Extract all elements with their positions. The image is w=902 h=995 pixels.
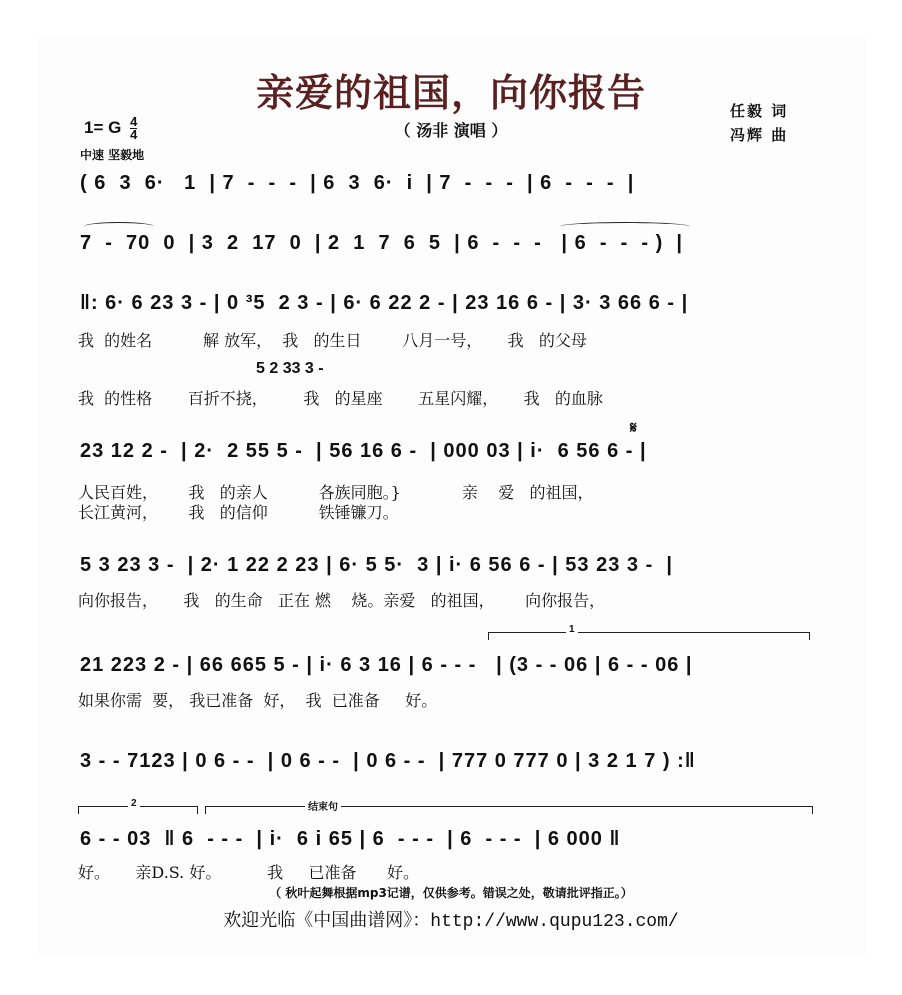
site-url-link[interactable]: http://www.qupu123.com/ — [430, 912, 679, 932]
key-label: 1= G — [84, 117, 122, 137]
staff-row-5: 5 3 23 3 - | 2· 1 22 2 23 | 6· 5 5· 3 | i· 6 56 6 - | 53 23 3 - | — [80, 554, 673, 576]
site-footer — [0, 906, 902, 932]
time-sig-denominator: 4 — [130, 127, 138, 142]
segno-sign: 𝄋 — [630, 420, 637, 437]
staff-row-6: 21 223 2 - | 66 665 5 - | i· 6 3 16 | 6 - - - | (3 - - 06 | 6 - - 06 | — [80, 654, 693, 676]
tie-arc — [560, 222, 690, 231]
time-sig-numerator: 4 — [130, 114, 138, 129]
key-signature — [84, 116, 137, 141]
transcription-note: （ 秋叶起舞根据mp3记谱，仅供参考。错误之处，敬请批评指正。） — [269, 886, 633, 900]
song-title: 亲爱的祖国，向你报告 — [255, 71, 646, 115]
lyrics-row-5: 向你报告， 我 的生命 正在 燃 烧。亲爱 的祖国， 向你报告， — [78, 591, 606, 610]
staff-row-3: ‖: 6· 6 23 3 - | 0 ³5 2 3 - | 6· 6 22 2 - | 23 16 6 - | 3· 3 66 6 - | — [80, 292, 689, 314]
slur-arc — [84, 222, 154, 231]
staff-row-2: 7 - 70 0 | 3 2 17 0 | 2 1 7 6 5 | 6 - - - | 6 - - - ) | — [80, 232, 683, 254]
composer-credit: 冯辉 曲 — [730, 126, 789, 144]
volta-bracket-1 — [488, 624, 810, 635]
lyrics-row-6: 如果你需 要， 我已准备 好， 我 已准备 好。 — [78, 691, 438, 710]
singer-credit: （ 汤非 演唱 ） — [394, 121, 508, 140]
alternate-notes-verse-2: 5 2 33 3 - — [256, 360, 324, 377]
staff-row-8: 6 - - 03 ‖ 6 - - - | i· 6 i 65 | 6 - - - | 6 - - - | 6 000 ‖ — [80, 828, 621, 850]
ending-phrase-label: 结束句 — [305, 798, 341, 813]
staff-row-4: 23 12 2 - | 2· 2 55 5 - | 56 16 6 - | 000 03 | i· 6 56 6 - | — [80, 440, 647, 462]
ending-phrase-bracket — [205, 802, 813, 813]
time-signature — [130, 116, 137, 141]
staff-row-1: ( 6 3 6· 1 | 7 - - - | 6 3 6· i | 7 - - - | 6 - - - | — [80, 172, 635, 194]
tempo-marking: 中速 坚毅地 — [80, 148, 145, 162]
lyricist-credit: 任毅 词 — [730, 102, 789, 120]
volta-bracket-2 — [78, 798, 198, 809]
volta-label-2: 2 — [128, 798, 140, 809]
volta-label-1: 1 — [566, 624, 578, 635]
staff-row-7: 3 - - 7123 | 0 6 - - | 0 6 - - | 0 6 - - | 777 0 777 0 | 3 2 1 7 ) :‖ — [80, 750, 696, 772]
lyrics-row-8: 好。 亲D.S. 好。 我 已准备 好。 — [78, 863, 420, 882]
site-welcome: 欢迎光临《中国曲谱网》： — [223, 910, 431, 931]
lyrics-row-4-verse-2: 长江黄河， 我 的信仰 铁锤镰刀。 — [78, 503, 399, 522]
lyrics-row-4-verse-1: 人民百姓， 我 的亲人 各族同胞。} 亲 爱 的祖国， — [78, 483, 594, 502]
lyrics-row-3-verse-1: 我 的姓名 解 放军， 我 的生日 八月一号， 我 的父母 — [78, 331, 587, 350]
lyrics-row-3-verse-2: 我 的性格 百折不挠， 我 的星座 五星闪耀， 我 的血脉 — [78, 389, 603, 408]
